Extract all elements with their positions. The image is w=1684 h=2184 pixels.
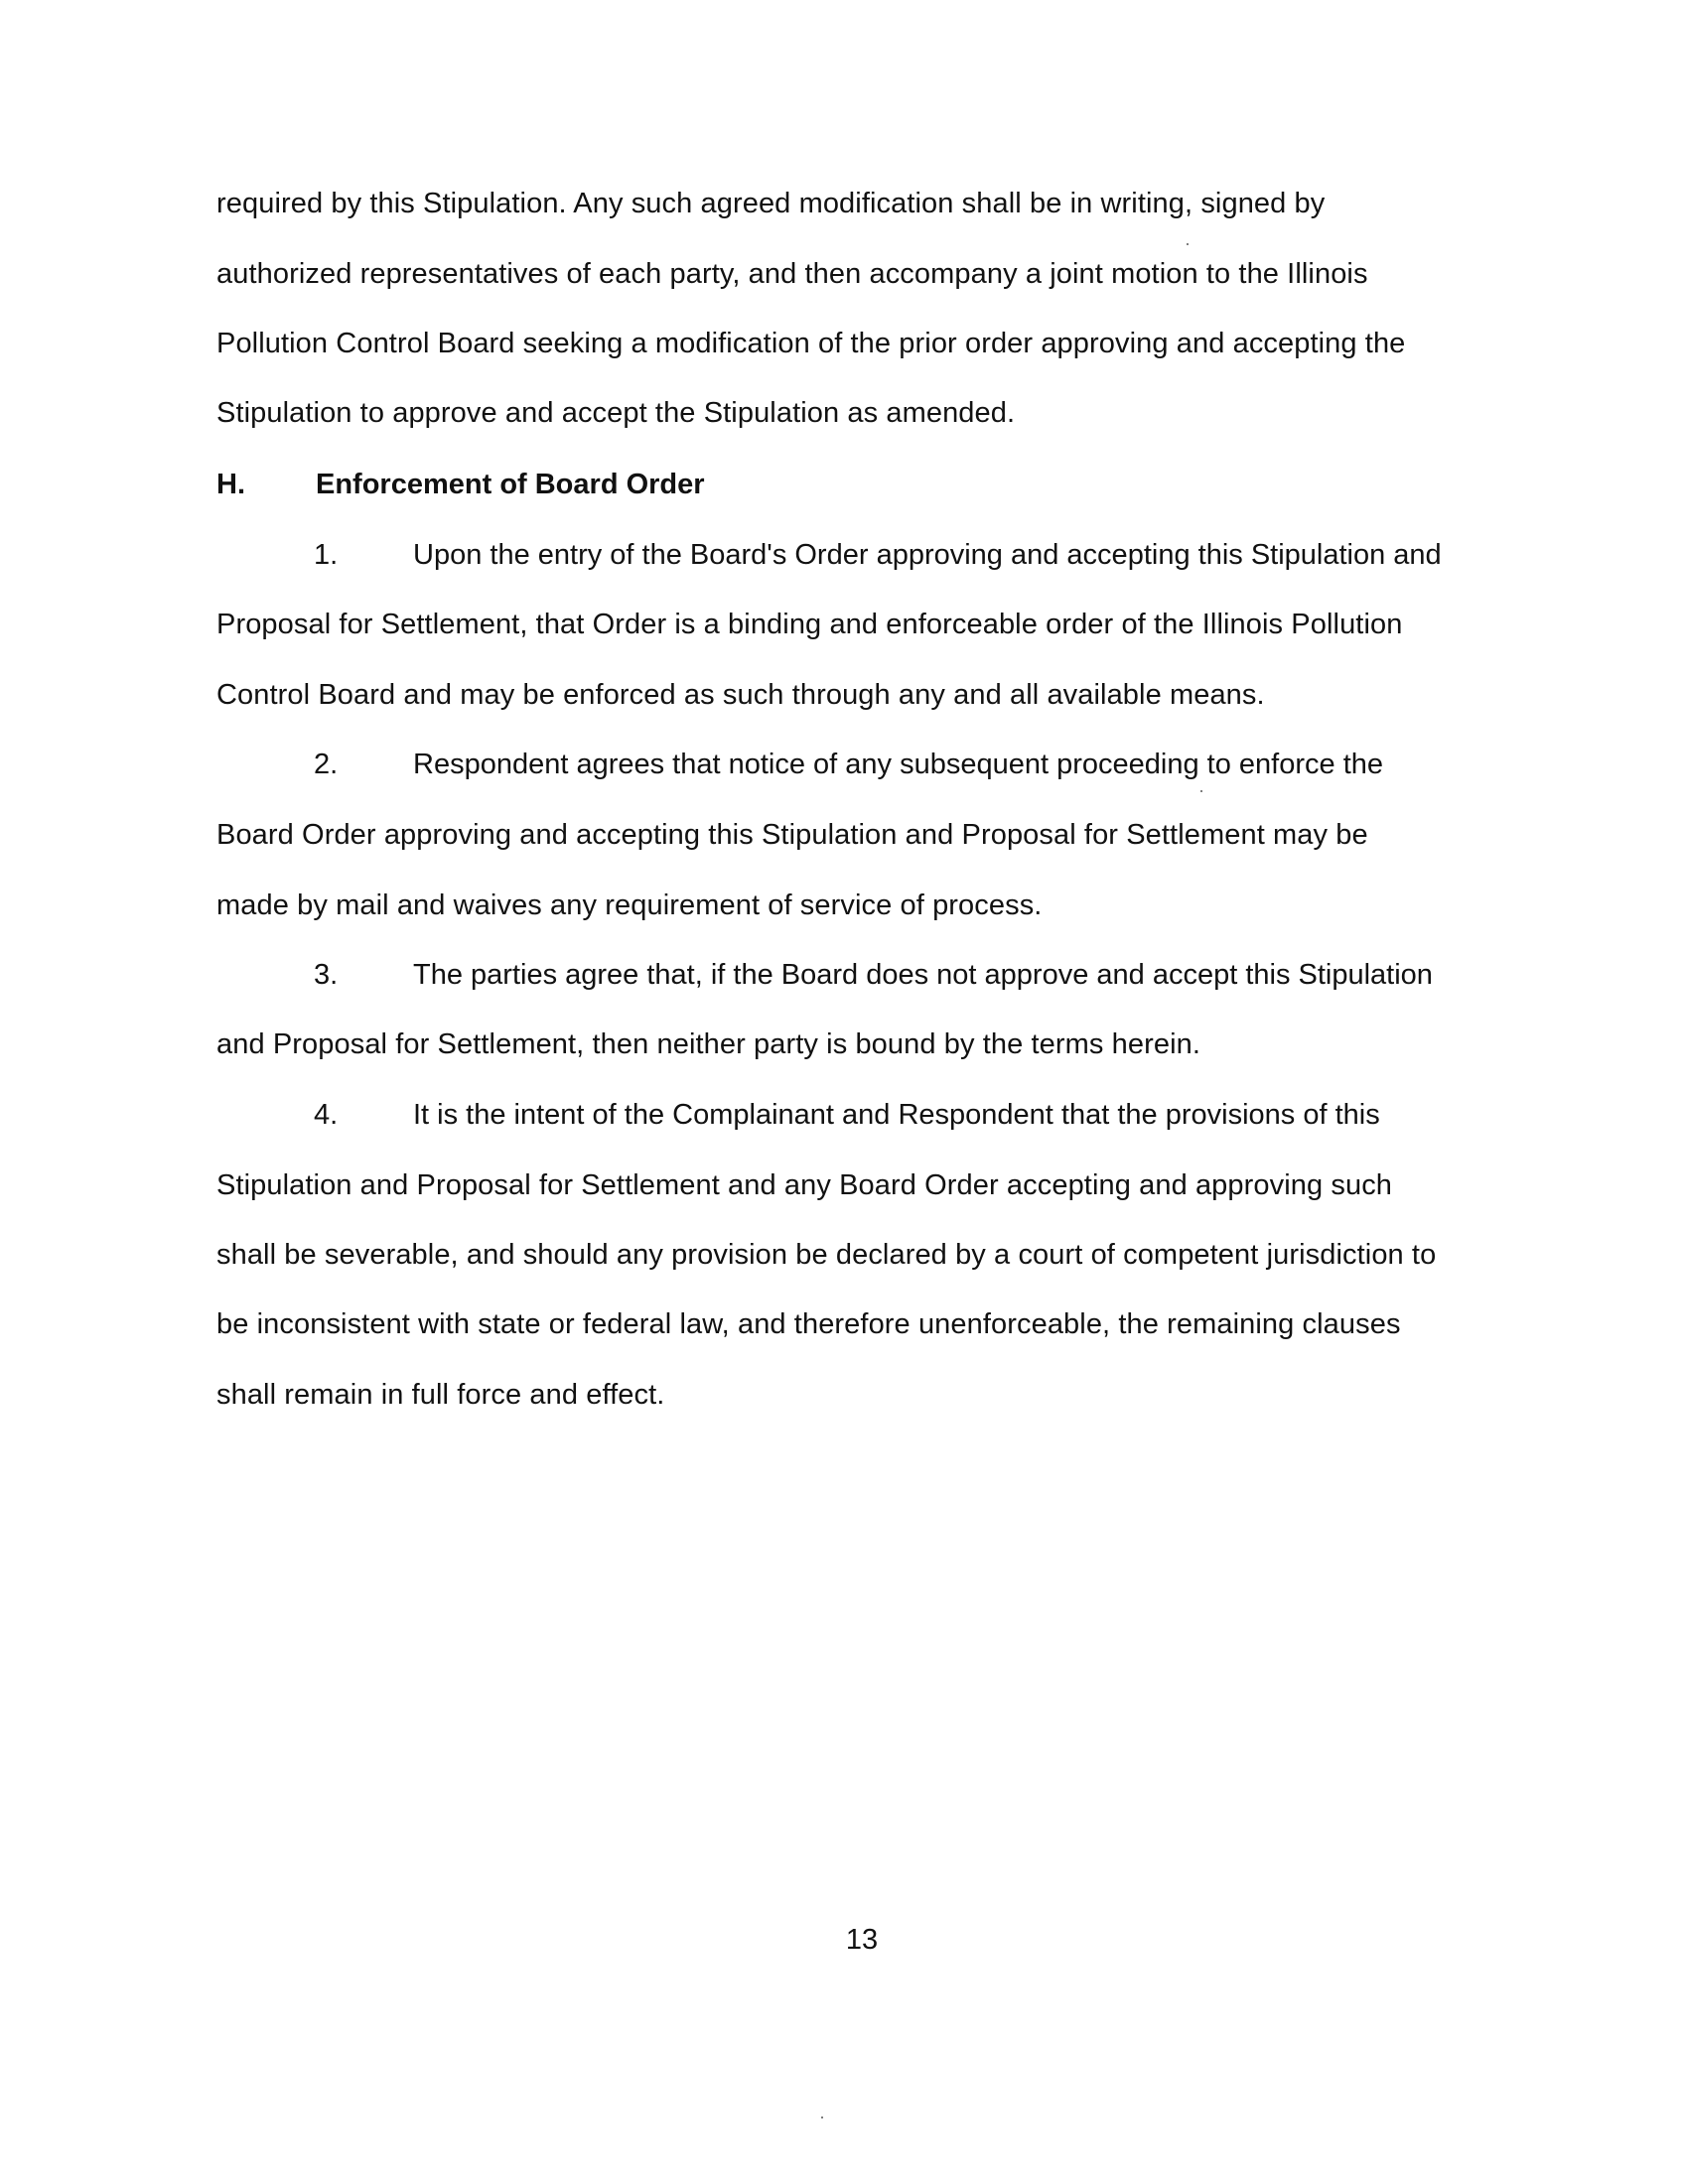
paragraph-line: be inconsistent with state or federal law, and therefore unenforceable, the remaining clauses	[216, 1308, 1401, 1340]
intro-line: Pollution Control Board seeking a modification of the prior order approving and accepting the	[216, 328, 1406, 359]
section-title: Enforcement of Board Order	[316, 469, 705, 500]
intro-line: authorized representatives of each party, and then accompany a joint motion to the Illinois	[216, 258, 1368, 290]
intro-line: required by this Stipulation. Any such agreed modification shall be in writing, signed by	[216, 188, 1326, 219]
page-number: 13	[845, 1924, 879, 1956]
scan-speck	[1187, 243, 1189, 245]
intro-line: Stipulation to approve and accept the Stipulation as amended.	[216, 397, 1016, 429]
paragraph-first-line: Respondent agrees that notice of any subsequent proceeding to enforce the	[413, 749, 1384, 780]
paragraph-number: 4.	[314, 1099, 339, 1131]
paragraph-first-line: Upon the entry of the Board's Order approving and accepting this Stipulation and	[413, 539, 1442, 571]
paragraph-line: shall remain in full force and effect.	[216, 1379, 665, 1411]
paragraph-first-line: It is the intent of the Complainant and Respondent that the provisions of this	[413, 1099, 1380, 1131]
paragraph-line: made by mail and waives any requirement of service of process.	[216, 889, 1043, 921]
paragraph-number: 1.	[314, 539, 339, 571]
paragraph-number: 3.	[314, 959, 339, 991]
paragraph-line: and Proposal for Settlement, then neither party is bound by the terms herein.	[216, 1028, 1201, 1060]
paragraph-line: Proposal for Settlement, that Order is a binding and enforceable order of the Illinois Pollution	[216, 609, 1403, 640]
scan-speck	[821, 2116, 823, 2118]
paragraph-line: Board Order approving and accepting this Stipulation and Proposal for Settlement may be	[216, 819, 1368, 851]
paragraph-first-line: The parties agree that, if the Board does not approve and accept this Stipulation	[413, 959, 1433, 991]
paragraph-line: Stipulation and Proposal for Settlement and any Board Order accepting and approving such	[216, 1169, 1393, 1201]
section-letter: H.	[216, 469, 245, 500]
paragraph-line: shall be severable, and should any provision be declared by a court of competent jurisdiction to	[216, 1239, 1437, 1271]
paragraph-line: Control Board and may be enforced as such through any and all available means.	[216, 679, 1265, 711]
paragraph-number: 2.	[314, 749, 339, 780]
scan-speck	[1200, 790, 1202, 792]
